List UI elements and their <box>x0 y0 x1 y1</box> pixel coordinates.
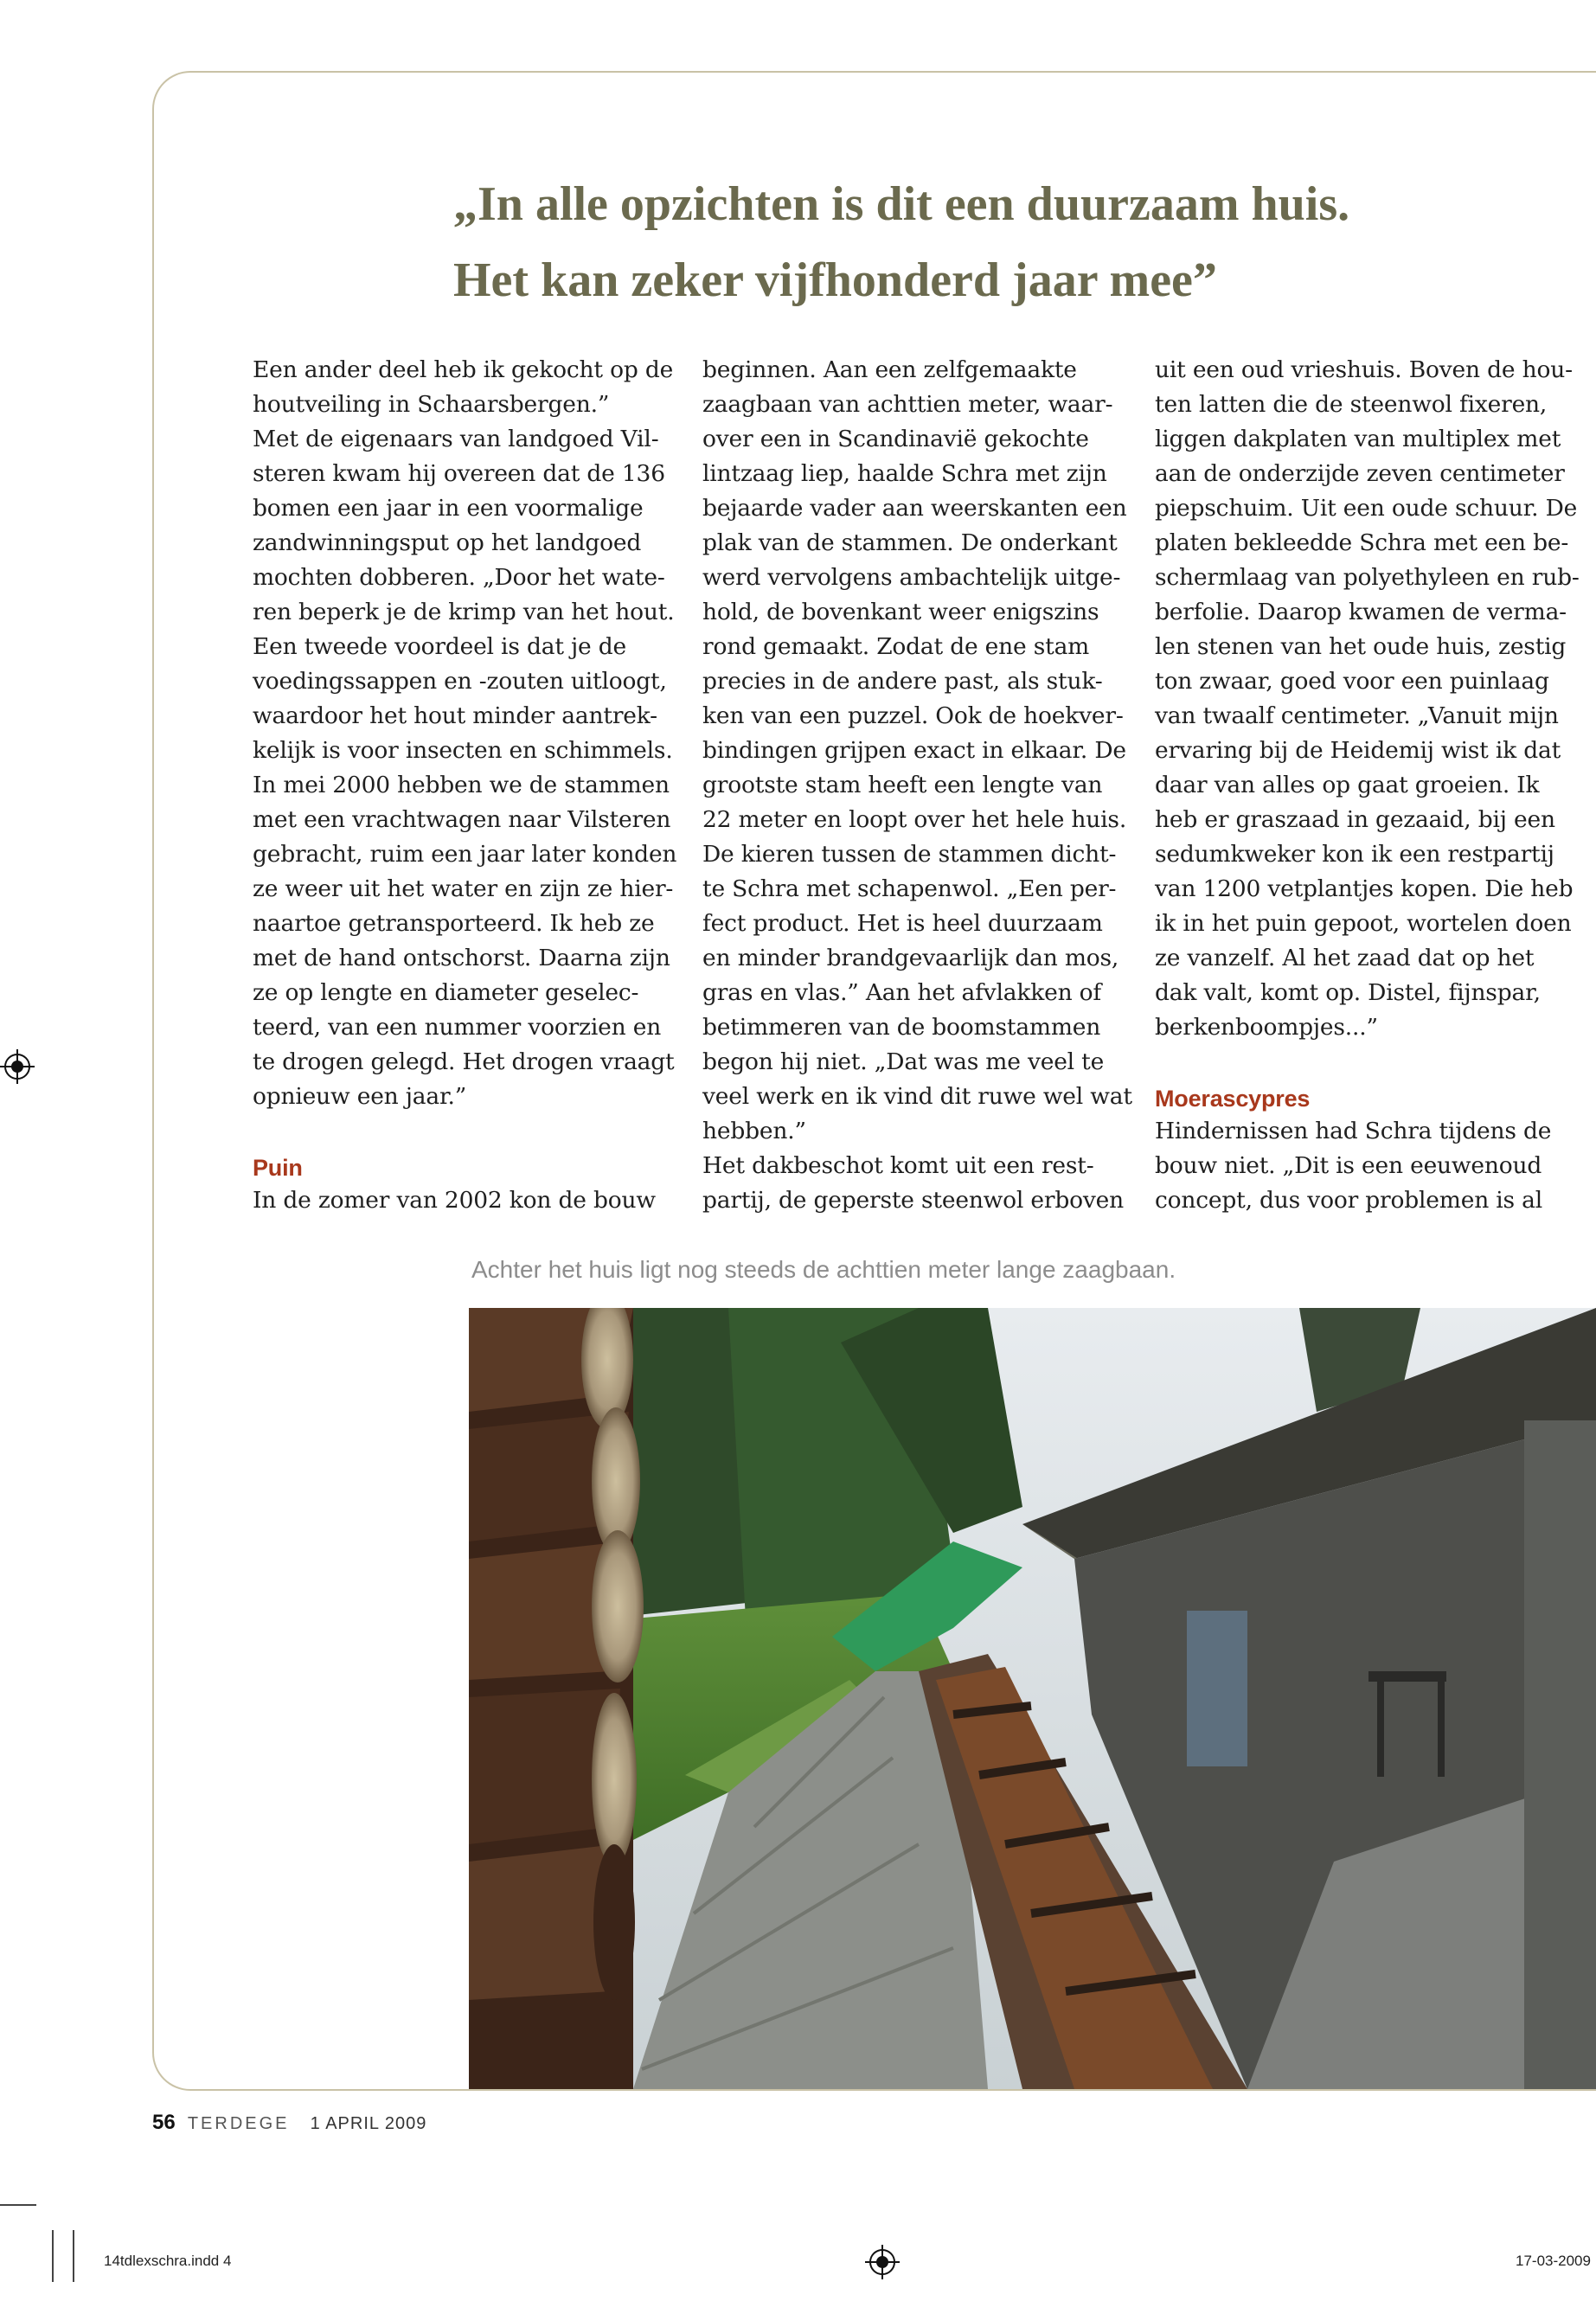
pull-quote-line: „In alle opzichten is dit een duurzaam huis. <box>453 177 1350 231</box>
text-line: ton zwaar, goed voor een puinlaag <box>1155 668 1549 695</box>
text-line: uit een oud vrieshuis. Boven de hou- <box>1155 356 1573 383</box>
text-line: te Schra met schapenwol. „Een per- <box>702 875 1117 902</box>
slug-date: 17-03-2009 <box>1516 2253 1591 2269</box>
registration-mark-icon <box>865 2245 900 2279</box>
text-line: gebracht, ruim een jaar later konden <box>253 841 677 868</box>
text-line: platen bekleedde Schra met een be- <box>1155 529 1569 556</box>
text-line: hebben.” <box>702 1118 806 1144</box>
text-line: berfolie. Daarop kwamen de verma- <box>1155 599 1567 625</box>
text-line: met een vrachtwagen naar Vilsteren <box>253 806 671 833</box>
text-line: opnieuw een jaar.” <box>253 1083 467 1110</box>
text-line: Het dakbeschot komt uit een rest- <box>702 1152 1094 1179</box>
pull-quote-line: Het kan zeker vijfhonderd jaar mee” <box>453 253 1217 307</box>
text-line: Een tweede voordeel is dat je de <box>253 633 626 660</box>
text-line: piepschuim. Uit een oude schuur. De <box>1155 495 1578 522</box>
page-number: 56 <box>152 2111 176 2134</box>
text-line: len stenen van het oude huis, zestig <box>1155 633 1567 660</box>
text-line: ten latten die de steenwol fixeren, <box>1155 391 1548 418</box>
section-subheading: Puin <box>253 1155 303 1181</box>
text-line: van twaalf centimeter. „Vanuit mijn <box>1155 702 1559 729</box>
text-line: ervaring bij de Heidemij wist ik dat <box>1155 737 1561 764</box>
article-column-2 <box>702 353 1135 1218</box>
text-line: Een ander deel heb ik gekocht op de <box>253 356 674 383</box>
text-line: met de hand ontschorst. Daarna zijn <box>253 945 670 971</box>
text-line: naartoe getransporteerd. Ik heb ze <box>253 910 655 937</box>
text-line: betimmeren van de boomstammen <box>702 1014 1101 1041</box>
text-line: gras en vlas.” Aan het afvlakken of <box>702 979 1102 1006</box>
text-line: zandwinningsput op het landgoed <box>253 529 642 556</box>
text-line: De kieren tussen de stammen dicht- <box>702 841 1117 868</box>
text-line: concept, dus voor problemen is al <box>1155 1187 1543 1214</box>
text-line: ze vanzelf. Al het zaad dat op het <box>1155 945 1535 971</box>
text-line: zaagbaan van achttien meter, waar- <box>702 391 1113 418</box>
text-line: teerd, van een nummer voorzien en <box>253 1014 662 1041</box>
text-line: daar van alles op gaat groeien. Ik <box>1155 772 1540 798</box>
text-line: ren beperk je de krimp van het hout. <box>253 599 675 625</box>
crop-mark <box>73 2230 74 2282</box>
text-line: voedingssappen en -zouten uitloogt, <box>253 668 667 695</box>
paragraph-gap <box>253 1114 685 1149</box>
article-photo <box>469 1308 1596 2089</box>
registration-mark-icon <box>0 1049 35 1084</box>
text-line: 22 meter en loopt over het hele huis. <box>702 806 1127 833</box>
text-line: steren kwam hij overeen dat de 136 <box>253 460 665 487</box>
text-line: van 1200 vetplantjes kopen. Die heb <box>1155 875 1574 902</box>
text-line: ze weer uit het water en zijn ze hier- <box>253 875 674 902</box>
text-line: en minder brandgevaarlijk dan mos, <box>702 945 1119 971</box>
text-line: bindingen grijpen exact in elkaar. De <box>702 737 1126 764</box>
page-footer <box>152 2111 426 2135</box>
text-line: Hindernissen had Schra tijdens de <box>1155 1118 1552 1144</box>
text-line: te drogen gelegd. Het drogen vraagt <box>253 1048 675 1075</box>
text-line: mochten dobberen. „Door het wate- <box>253 564 665 591</box>
text-line: bouw niet. „Dit is een eeuwenoud <box>1155 1152 1542 1179</box>
text-line: In mei 2000 hebben we de stammen <box>253 772 670 798</box>
text-line: ik in het puin gepoot, wortelen doen <box>1155 910 1572 937</box>
text-line: kelijk is voor insecten en schimmels. <box>253 737 673 764</box>
text-line: partij, de geperste steenwol erboven <box>702 1187 1125 1214</box>
text-line: sedumkweker kon ik een restpartij <box>1155 841 1554 868</box>
crop-mark <box>52 2230 54 2282</box>
text-line: veel werk en ik vind dit ruwe wel wat <box>702 1083 1132 1110</box>
text-line: beginnen. Aan een zelfgemaakte <box>702 356 1077 383</box>
text-line: rond gemaakt. Zodat de ene stam <box>702 633 1090 660</box>
text-line: bomen een jaar in een voormalige <box>253 495 644 522</box>
text-line: liggen dakplaten van multiplex met <box>1155 426 1561 452</box>
text-line: schermlaag van polyethyleen en rub- <box>1155 564 1580 591</box>
text-line: heb er graszaad in gezaaid, bij een <box>1155 806 1555 833</box>
text-line: berkenboompjes...” <box>1155 1014 1378 1041</box>
text-line: bejaarde vader aan weerskanten een <box>702 495 1127 522</box>
article-column-3 <box>1155 353 1587 1218</box>
text-line: over een in Scandinavië gekochte <box>702 426 1089 452</box>
slug-filename: 14tdlexschra.indd 4 <box>104 2253 232 2269</box>
text-line: precies in de andere past, als stuk- <box>702 668 1103 695</box>
pull-quote <box>453 166 1491 318</box>
sawmill-photo-illustration <box>469 1308 1596 2089</box>
text-line: In de zomer van 2002 kon de bouw <box>253 1187 656 1214</box>
article-column-1 <box>253 353 685 1218</box>
magazine-name: TERDEGE <box>187 2114 290 2133</box>
crop-mark <box>0 2204 36 2206</box>
text-line: ze op lengte en diameter geselec- <box>253 979 639 1006</box>
text-line: ken van een puzzel. Ook de hoekver- <box>702 702 1124 729</box>
text-line: plak van de stammen. De onderkant <box>702 529 1118 556</box>
text-line: fect product. Het is heel duurzaam <box>702 910 1103 937</box>
text-line: waardoor het hout minder aantrek- <box>253 702 657 729</box>
text-line: houtveiling in Schaarsbergen.” <box>253 391 610 418</box>
text-line: lintzaag liep, haalde Schra met zijn <box>702 460 1107 487</box>
text-line: werd vervolgens ambachtelijk uitge- <box>702 564 1121 591</box>
text-line: hold, de bovenkant weer enigszins <box>702 599 1099 625</box>
section-subheading: Moerascypres <box>1155 1086 1311 1112</box>
text-line: aan de onderzijde zeven centimeter <box>1155 460 1565 487</box>
text-line: Met de eigenaars van landgoed Vil- <box>253 426 659 452</box>
text-line: grootste stam heeft een lengte van <box>702 772 1103 798</box>
text-line: dak valt, komt op. Distel, fijnspar, <box>1155 979 1541 1006</box>
text-line: begon hij niet. „Dat was me veel te <box>702 1048 1105 1075</box>
photo-caption: Achter het huis ligt nog steeds de achttien meter lange zaagbaan. <box>471 1256 1176 1283</box>
paragraph-gap <box>1155 1045 1587 1080</box>
issue-date: 1 APRIL 2009 <box>310 2114 427 2133</box>
